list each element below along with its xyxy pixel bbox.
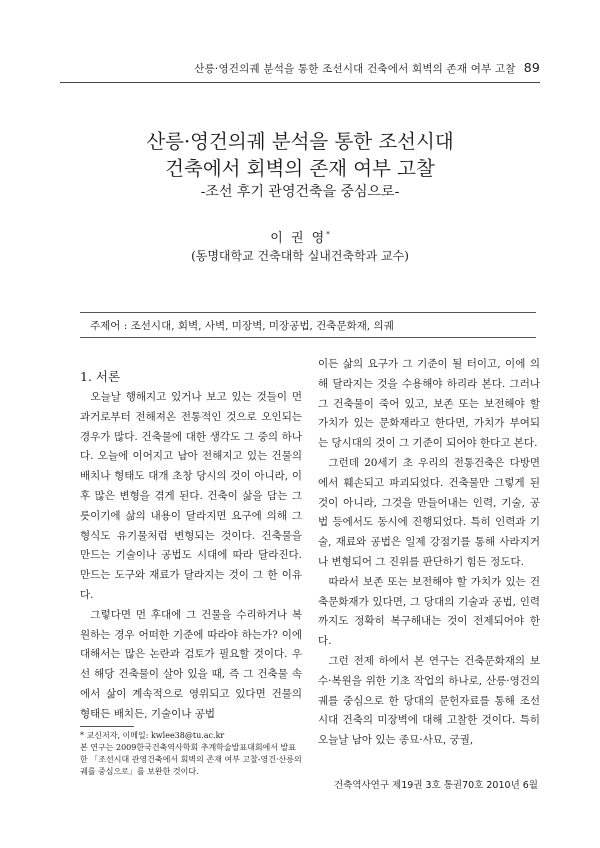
footnote-note: 본 연구는 2009한국건축역사학회 추계학술발표대회에서 발표한 「조선시대 관영건축에서 회벽의 존재 여부 고찰-영건·산릉의궤를 중심으로」를 보완한 것이다. [80,743,302,776]
paper-subtitle: -조선 후기 관영건축을 중심으로- [200,184,400,200]
page-number: 89 [523,60,540,75]
footnote-rule [80,726,134,727]
running-header-title: 산릉·영건의궤 분석을 통한 조선시대 건축에서 회벽의 존재 여부 고찰 [194,63,516,75]
paragraph: 오늘날 행해지고 있거나 보고 있는 것들이 먼 과거로부터 전해져온 전통적인 것으로 오인되는 경우가 많다. 건축물에 대한 생각도 그 중의 하나다. 오늘에 이어지고 남아 전해지고 있는 건물의 배치나 형태도 대개 초창 당시의 것이 아니라, 이후 많은 변형을 겪게 된다. 건축이 삶을 담는 그릇이기에 삶의 내용이 달라지면 요구에 의해 그 형식도 유기물처럼 변형되는 것이다. 건축물을 만드는 기술이나 공법도 시대에 따라 달라진다. 만드는 도구와 재료가 달라지는 것이 그 한 이유다. [80,391,302,601]
author-mark: * [326,230,330,239]
paper-title-line-1: 산릉·영건의궤 분석을 통한 조선시대 [146,130,454,153]
paragraph: 따라서 보존 또는 보전해야 할 가치가 있는 건축문화재가 있다면, 그 당대의 기술과 공법, 인력까지도 정확히 복구해내는 것이 전제되어야 한다. [318,575,540,648]
footnotes [80,730,302,778]
header-rule [60,82,540,83]
author-name [0,227,600,246]
author-name-text: 이 권 영 [270,231,327,246]
section-heading: 1. 서론 [80,369,121,384]
paragraph: 그런데 20세기 초 우리의 전통건축은 다방면에서 훼손되고 파괴되었다. 건축물만 그렇게 된 것이 아니라, 그것을 만들어내는 인력, 기술, 공법 등에서도 동시에 진행되었다. 특히 인력과 기술, 재료와 공법은 일제 강점기를 통해 사라지거나 변형되어 그 진위를 판단하기 힘든 정도다. [318,456,540,568]
running-header [60,60,540,76]
paper-title-line-2: 건축에서 회벽의 존재 여부 고찰 [165,157,435,180]
left-column [80,388,302,725]
paragraph: 그런 전제 하에서 본 연구는 건축문화재의 보수·복원을 위한 기초 작업의 하나로, 산릉·영건의궤를 중심으로 한 당대의 문헌자료를 통해 조선시대 건축의 미장벽에 대해 고찰한 것이다. 특히 오늘날 남아 있는 종묘·사묘, 궁궐, [318,654,540,747]
paragraph: 이든 삶의 요구가 그 기준이 될 터이고, 이에 의해 달라지는 것을 수용해야 하리라 본다. 그러나 그 건축물이 죽어 있고, 보존 또는 보전해야 할 가치가 있는 문화재라고 한다면, 가치가 부여되는 당시대의 것이 그 기준이 되어야 한다고 본다. [318,358,540,450]
paragraph: 그렇다면 먼 후대에 그 건물을 수리하거나 복원하는 경우 어떠한 기준에 따라야 하는가? 이에 대해서는 많은 논란과 검토가 필요할 것이다. 우선 해당 건축물이 살아 있을 때, 즉 그 건축물 속에서 삶이 계속적으로 영위되고 있다면 건물의 형태든 배치든, 기술이나 공법 [80,608,302,720]
paper-title [0,128,600,182]
journal-footer: 건축역사연구 제19권 3호 통권70호 2010년 6월 [333,780,538,791]
keywords-box: 주제어 : 조선시대, 회벽, 사벽, 미장벽, 미장공법, 건축문화재, 의궤 [80,312,536,338]
author-affiliation: (동명대학교 건축대학 실내건축학과 교수) [191,249,409,263]
right-column [318,355,540,751]
footnote-corresponding-author: * 교신저자, 이메일: kwlee38@tu.ac.kr [80,731,225,740]
